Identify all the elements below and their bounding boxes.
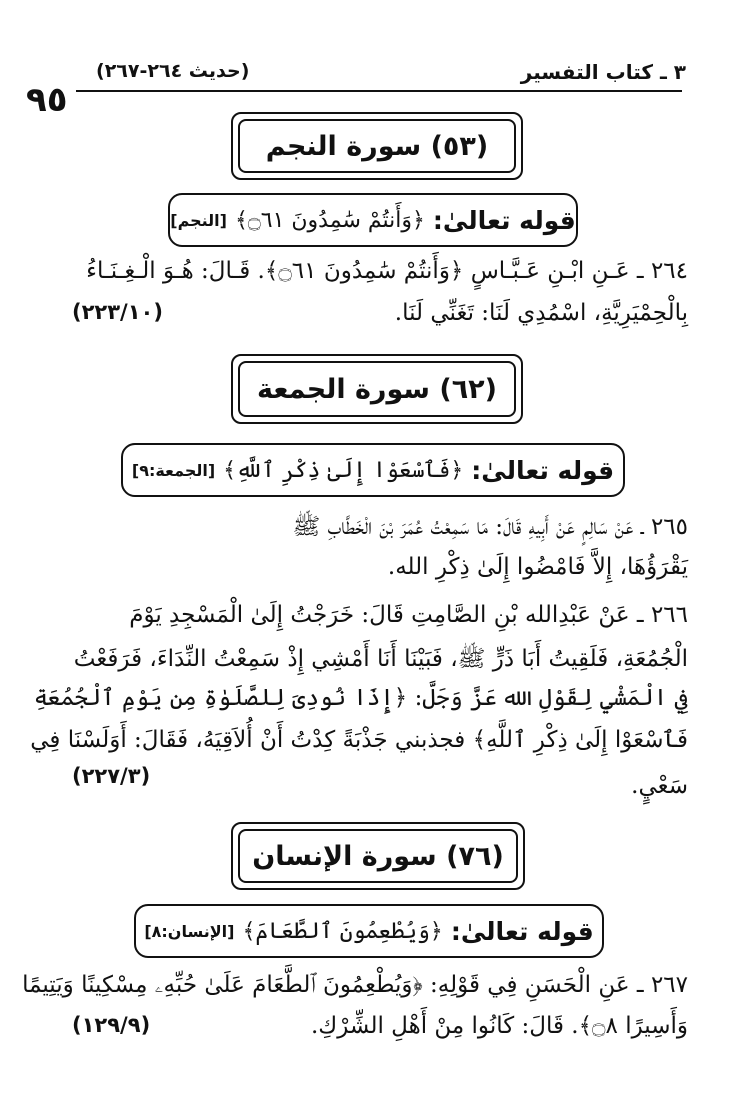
hadith-266-line-1: ٢٦٦ ـ عَنْ عَبْدِالله بْنِ الصَّامِتِ قَالَ: خَرَجْتُ إِلَىٰ الْمَسْجِدِ يَوْمَ	[129, 602, 688, 628]
hadith-267-citation: (١٢٩/٩)	[72, 1013, 151, 1037]
header-rule	[76, 90, 682, 92]
verse-reference: [الجمعة:٩]	[131, 460, 216, 480]
verse-label: قوله تعالىٰ:	[432, 205, 576, 235]
hadith-267-line-2: وَأَسِيرًا ۝٨﴾. قَالَ: كَانُوا مِنْ أَهْلِ الشِّرْكِ.	[310, 1013, 688, 1039]
hadith-266-line-3: فِي الْمَشْيِ لِقَوْلِ الله عَزَّ وَجَلَّ: ﴿إِذَا نُودِىَ لِلصَّلَوٰةِ مِن يَوْمِ ٱلْجُمُعَةِ	[33, 685, 688, 711]
hadith-266-citation: (٢٢٧/٣)	[72, 764, 151, 788]
verse-reference: [النجم]	[170, 210, 227, 230]
hadith-266-line-4: فَٱسْعَوْا إِلَىٰ ذِكْرِ ٱللَّهِ﴾ فجذبني جَذْبَةً كِدْتُ أَنْ أُلاَقِيَهُ، فَقَالَ: أَوَلَسْنَا فِي	[30, 727, 688, 753]
hadith-264-line-1: ٢٦٤ ـ عَـنِ ابْـنِ عَـبَّـاسٍ ﴿وَأَنتُمْ سَٰمِدُونَ ۝٦١﴾. قَـالَ: هُـوَ الْـغِـنَـاءُ	[86, 258, 688, 284]
chapter-title: ٣ ـ كتاب التفسير	[520, 60, 686, 84]
surah-title-box	[231, 354, 523, 424]
verse-box	[168, 193, 578, 247]
surah-title: (٥٣) سورة النجم	[238, 119, 516, 173]
verse-box	[134, 904, 604, 958]
verse-box	[121, 443, 625, 497]
hadith-264-line-2: بِالْحِمْيَرِيَّةِ، اسْمُدِي لَنَا: تَغَنِّي لَنَا.	[394, 300, 688, 326]
hadith-265-line-1: ٢٦٥ ـ عَنْ سَالِمٍ عَنْ أَبِيهِ قَالَ: مَا سَمِعْتُ عُمَرَ بْنَ الْخَطَّابِ ﷺ	[292, 514, 688, 540]
hadith-264-citation: (٢٢٣/١٠)	[72, 300, 163, 324]
verse-text: ﴿وَيُطْعِمُونَ ٱلطَّعَامَ﴾	[242, 918, 443, 944]
verse-reference: [الإنسان:٨]	[144, 921, 235, 941]
surah-title: (٦٢) سورة الجمعة	[238, 361, 516, 417]
verse-label: قوله تعالىٰ:	[471, 455, 615, 485]
surah-title-box	[231, 822, 525, 890]
verse-text: ﴿فَٱسْعَوْا إِلَىٰ ذِكْرِ ٱللَّهِ﴾	[223, 457, 464, 483]
verse-label: قوله تعالىٰ:	[450, 916, 594, 946]
verse-text: ﴿وَأَنتُمْ سَٰمِدُونَ ۝٦١﴾	[234, 207, 425, 233]
hadith-266-line-5: سَعْيٍ.	[631, 773, 688, 799]
hadith-265-line-2: يَقْرَؤُهَا، إِلاَّ فَامْضُوا إِلَىٰ ذِكْرِ الله.	[387, 554, 688, 580]
hadith-266-line-2: الْجُمُعَةِ، فَلَقِيتُ أَبَا ذَرٍّ ﷺ، فَبَيْنَا أَنَا أَمْشِي إِذْ سَمِعْتُ النِّدَاءَ، فَرَفَعْتُ	[73, 646, 688, 672]
hadith-range: (حديث ٢٦٤-٢٦٧)	[96, 60, 250, 82]
hadith-267-line-1: ٢٦٧ ـ عَنِ الْحَسَنِ فِي قَوْلِهِ: ﴿وَيُطْعِمُونَ ٱلطَّعَامَ عَلَىٰ حُبِّهِۦ مِسْكِينًا وَيَتِيمًا	[22, 972, 688, 998]
page-number: ٩٥	[26, 80, 68, 120]
surah-title: (٧٦) سورة الإنسان	[238, 829, 518, 883]
surah-title-box	[231, 112, 523, 180]
